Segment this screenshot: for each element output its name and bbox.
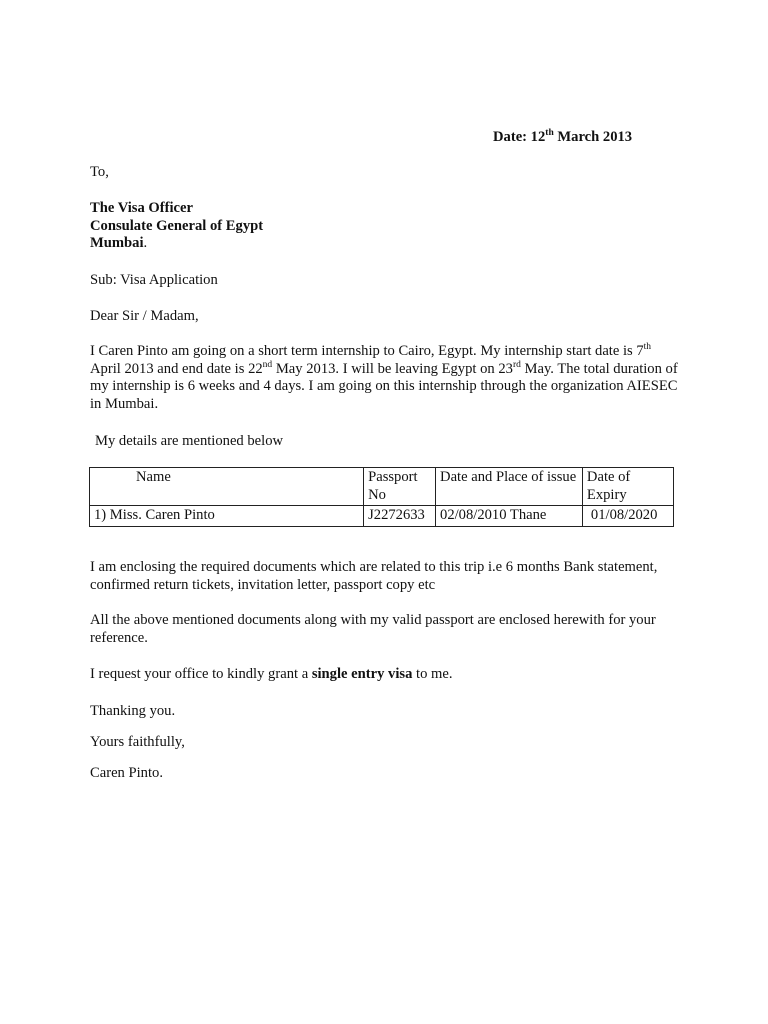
table-cell-name: 1) Miss. Caren Pinto [90,506,364,527]
subject-line: Sub: Visa Application [90,272,218,288]
date-superscript: th [545,128,554,139]
para1-sup-3: rd [512,359,521,370]
para1-sup-2: nd [262,359,273,370]
table-cell-passport: J2272633 [364,506,436,527]
recipient-address [90,200,680,253]
table-header-row [90,468,674,506]
paragraph-request [90,666,680,684]
paragraph-documents: I am enclosing the required documents which are related to this trip i.e 6 months Bank statement, confirmed return tickets, invitation letter, passport copy etc [90,559,658,593]
salutation: Dear Sir / Madam, [90,308,199,324]
recipient-city-punct: . [143,235,148,251]
date-text: Date: 12 [493,129,546,145]
table-header-expiry: Date of Expiry [582,468,673,506]
table-row [90,506,674,527]
request-visa-type: single entry visa [311,666,413,682]
table-cell-issue: 02/08/2010 Thane [436,506,583,527]
table-header-name: Name [90,468,364,506]
para1-text-b: April 2013 and end date is 22 [90,360,263,377]
para1-sup-1: th [643,342,652,353]
thanks-line: Thanking you. [90,703,176,719]
table-header-passport: Passport No [364,468,436,506]
paragraph-internship [90,343,680,413]
signature-name: Caren Pinto. [90,765,163,781]
closing-line: Yours faithfully, [90,734,185,750]
para1-text-c: May 2013. I will be leaving Egypt on 23 [272,360,513,377]
date-text-suffix: March 2013 [553,129,633,145]
details-intro: My details are mentioned below [95,433,284,449]
to-line: To, [90,164,109,180]
recipient-city-line [90,235,680,253]
table-cell-expiry: 01/08/2020 [582,506,673,527]
request-text-a: I request your office to kindly grant a [90,666,312,682]
para1-text-d: May. The total duration of my internship is 6 weeks and 4 days. I am going on this internship through the organization AIESEC in Mumbai. [90,360,678,412]
request-text-b: to me. [412,666,453,682]
details-table [89,467,674,527]
recipient-title: The Visa Officer [90,200,193,216]
recipient-office: Consulate General of Egypt [90,217,264,234]
para1-text-a: I Caren Pinto am going on a short term internship to Cairo, Egypt. My internship start date is 7 [90,343,644,359]
recipient-city: Mumbai [90,235,144,251]
paragraph-enclosed: All the above mentioned documents along with my valid passport are enclosed herewith for your reference. [90,612,656,646]
table-header-issue: Date and Place of issue [436,468,583,506]
letter-date [493,129,632,146]
